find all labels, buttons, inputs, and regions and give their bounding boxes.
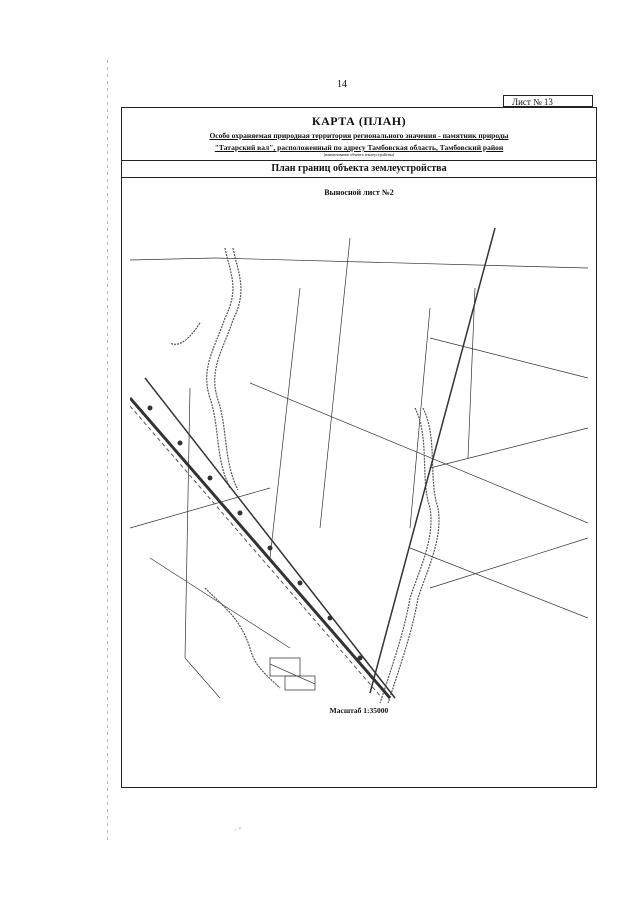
rail-line — [370, 228, 495, 693]
ravine — [170, 323, 200, 344]
ravine-contours — [170, 248, 439, 703]
header-block — [122, 108, 596, 161]
road-edge — [130, 406, 382, 698]
road-line — [130, 398, 390, 698]
field-boundary — [430, 338, 588, 378]
field-boundary — [130, 488, 270, 528]
road-line — [145, 378, 395, 698]
settlement-line — [270, 664, 315, 684]
boundary-marker — [178, 441, 183, 446]
boundary-marker — [238, 511, 243, 516]
field-boundary — [320, 238, 350, 528]
sheet-number: Лист № 13 — [503, 95, 593, 107]
boundary-marker — [358, 656, 363, 661]
boundary-marker — [148, 406, 153, 411]
scale-label: Масштаб 1:35000 — [329, 706, 389, 715]
object-caption: (наименование объекта землеустройства) — [323, 152, 395, 157]
ravine — [205, 588, 280, 688]
field-boundary — [410, 548, 588, 618]
field-boundary — [185, 658, 220, 698]
object-description-line1: Особо охраняемая природная территория регионального значения - памятник природы — [209, 131, 509, 140]
boundary-road — [130, 228, 495, 698]
ravine — [215, 248, 241, 490]
boundary-markers — [148, 406, 363, 661]
boundary-marker — [208, 476, 213, 481]
insert-sheet-label: Выносной лист №2 — [324, 188, 394, 197]
scan-specks: · ˘ — [234, 826, 242, 835]
field-boundary — [185, 388, 190, 658]
boundary-marker — [268, 546, 273, 551]
settlement-block — [285, 676, 315, 690]
ravine — [388, 408, 439, 703]
field-boundaries — [130, 238, 588, 698]
field-boundary — [430, 538, 588, 588]
field-boundary — [250, 383, 588, 523]
object-description-line2: "Татарский вал", расположенный по адресу Тамбовская область, Тамбовский район — [214, 143, 504, 152]
field-boundary — [215, 258, 588, 268]
settlement — [270, 658, 315, 690]
plan-title: План границ объекта землеустройства — [122, 161, 596, 178]
ravine — [380, 408, 431, 703]
map-title: КАРТА (ПЛАН) — [311, 114, 407, 128]
ravine — [207, 248, 233, 488]
field-boundary — [130, 258, 215, 260]
settlement-block — [270, 658, 300, 676]
field-boundary — [430, 428, 588, 468]
boundary-marker — [298, 581, 303, 586]
field-boundary — [270, 288, 300, 558]
boundary-marker — [328, 616, 333, 621]
scan-edge — [107, 60, 108, 840]
map-drawing — [130, 228, 588, 708]
map-frame — [121, 107, 597, 788]
page-number: 14 — [337, 79, 347, 90]
